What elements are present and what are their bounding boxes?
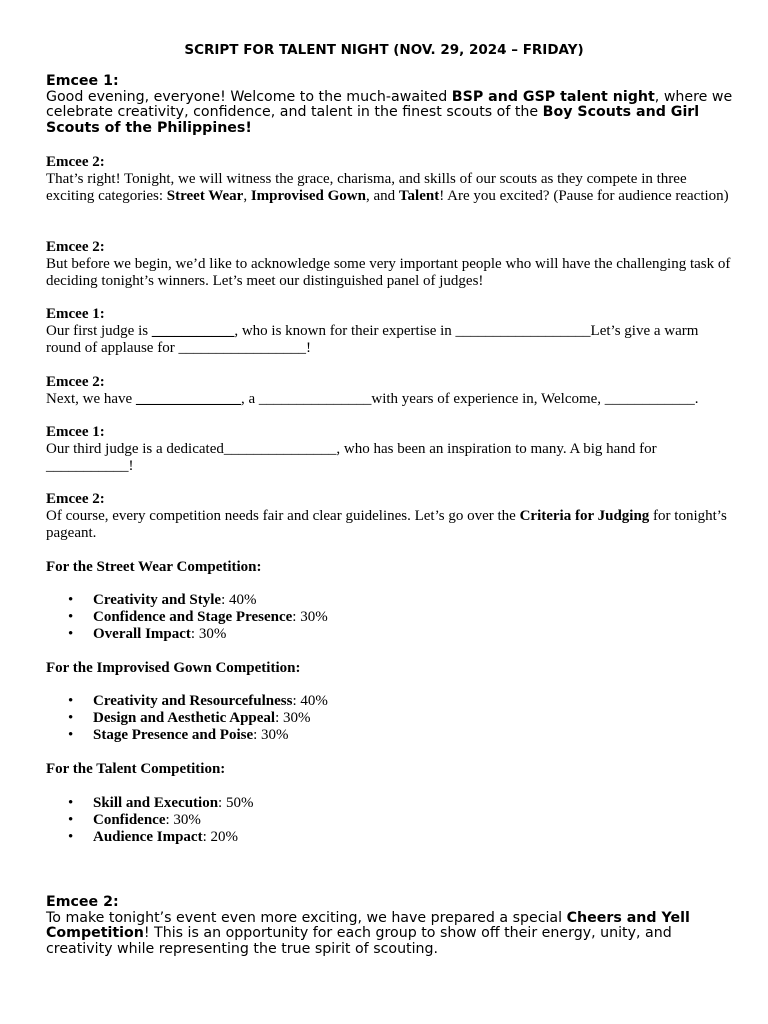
script-bold-text: Talent bbox=[398, 188, 440, 204]
script-text: , who is known for their expertise in __________________Let’s give a warm round of applause for _________________! bbox=[46, 323, 699, 356]
criteria-item bbox=[46, 592, 328, 609]
script-text: Good evening, everyone! Welcome to the much-awaited bbox=[46, 88, 452, 105]
bullet-icon: • bbox=[68, 693, 74, 709]
judge-name-blank: ______________ bbox=[135, 391, 241, 407]
criteria-weight: : 30% bbox=[292, 609, 328, 625]
criteria-item bbox=[46, 609, 328, 626]
criteria-weight: : 30% bbox=[253, 727, 289, 743]
bullet-icon: • bbox=[68, 626, 74, 642]
criteria-item bbox=[46, 710, 328, 727]
speaker-label: Emcee 2: bbox=[46, 894, 119, 910]
script-bold-text: BSP and GSP talent night bbox=[451, 88, 655, 105]
criteria-weight: : 20% bbox=[202, 829, 238, 845]
criteria-name: Creativity and Resourcefulness bbox=[93, 693, 293, 709]
criteria-item bbox=[46, 693, 328, 710]
script-bold-text: Improvised Gown bbox=[250, 188, 366, 204]
bullet-icon: • bbox=[68, 829, 74, 845]
script-text: To make tonight’s event even more exciting, we have prepared a special bbox=[46, 909, 567, 926]
criteria-name: Confidence bbox=[93, 812, 166, 828]
script-text: ! Are you excited? (Pause for audience reaction) bbox=[439, 188, 729, 204]
script-text: , where we celebrate creativity, confidence, and talent in the finest scouts of the bbox=[46, 88, 733, 120]
criteria-name: Stage Presence and Poise bbox=[93, 727, 254, 743]
criteria-weight: : 30% bbox=[275, 710, 311, 726]
criteria-name: Design and Aesthetic Appeal bbox=[93, 710, 276, 726]
criteria-item bbox=[46, 812, 253, 829]
speaker-label: Emcee 2: bbox=[46, 374, 105, 390]
criteria-item bbox=[46, 795, 253, 812]
script-text: That’s right! Tonight, we will witness the grace, charisma, and skills of our scouts as they compete in three exciting categories: bbox=[46, 171, 687, 204]
criteria-weight: : 30% bbox=[165, 812, 201, 828]
script-text: Our third judge is a dedicated_______________, who has been an inspiration to many. A big hand for ___________! bbox=[46, 441, 657, 474]
script-section-3 bbox=[46, 239, 736, 290]
script-text: Our first judge is bbox=[46, 323, 152, 339]
script-text: , and bbox=[365, 188, 399, 204]
script-bold-text: Criteria for Judging bbox=[519, 508, 650, 524]
script-section-8 bbox=[46, 895, 736, 957]
criteria-weight: : 40% bbox=[292, 693, 328, 709]
bullet-icon: • bbox=[68, 727, 74, 743]
script-section-5 bbox=[46, 374, 736, 408]
criteria-heading-street-wear: For the Street Wear Competition: bbox=[46, 559, 262, 575]
speaker-label: Emcee 1: bbox=[46, 424, 105, 440]
document-title: SCRIPT FOR TALENT NIGHT (NOV. 29, 2024 – FRIDAY) bbox=[184, 42, 584, 58]
script-section-1 bbox=[46, 74, 736, 136]
criteria-item bbox=[46, 727, 328, 744]
script-text: for tonight’s pageant. bbox=[46, 508, 727, 541]
bullet-icon: • bbox=[68, 609, 74, 625]
speaker-label: Emcee 2: bbox=[46, 491, 105, 507]
criteria-name: Confidence and Stage Presence bbox=[93, 609, 293, 625]
script-section-7 bbox=[46, 491, 736, 542]
criteria-heading-improvised-gown: For the Improvised Gown Competition: bbox=[46, 660, 301, 676]
bullet-icon: • bbox=[68, 710, 74, 726]
criteria-list-talent bbox=[46, 795, 253, 846]
criteria-list-improvised-gown bbox=[46, 693, 328, 744]
bullet-icon: • bbox=[68, 812, 74, 828]
script-text: , bbox=[243, 188, 251, 204]
script-text: Of course, every competition needs fair and clear guidelines. Let’s go over the bbox=[46, 508, 520, 524]
script-bold-text: Street Wear bbox=[166, 188, 244, 204]
script-section-2 bbox=[46, 154, 736, 205]
criteria-name: Skill and Execution bbox=[93, 795, 219, 811]
script-section-6 bbox=[46, 424, 736, 475]
script-bold-text: Boy Scouts and Girl Scouts of the Philippines! bbox=[46, 104, 700, 136]
criteria-heading-talent: For the Talent Competition: bbox=[46, 761, 226, 777]
criteria-list-street-wear bbox=[46, 592, 328, 643]
speaker-label: Emcee 1: bbox=[46, 306, 105, 322]
script-section-4 bbox=[46, 306, 736, 357]
speaker-label: Emcee 1: bbox=[46, 73, 119, 89]
criteria-item bbox=[46, 829, 253, 846]
judge-name-blank: ___________ bbox=[151, 323, 235, 339]
bullet-icon: • bbox=[68, 592, 74, 608]
criteria-name: Overall Impact bbox=[93, 626, 191, 642]
criteria-weight: : 50% bbox=[218, 795, 254, 811]
criteria-name: Creativity and Style bbox=[93, 592, 222, 608]
script-text: , a _______________with years of experience in, Welcome, ____________. bbox=[240, 391, 699, 407]
criteria-item bbox=[46, 626, 328, 643]
bullet-icon: • bbox=[68, 795, 74, 811]
criteria-weight: : 30% bbox=[190, 626, 227, 642]
criteria-weight: : 40% bbox=[221, 592, 257, 608]
speaker-label: Emcee 2: bbox=[46, 239, 105, 255]
script-text: But before we begin, we’d like to acknowledge some very important people who will have the challenging task of deciding tonight’s winners. Let’s meet our distinguished panel of judges! bbox=[46, 256, 731, 289]
speaker-label: Emcee 2: bbox=[46, 154, 105, 170]
criteria-name: Audience Impact bbox=[93, 829, 203, 845]
script-text: ! This is an opportunity for each group to show off their energy, unity, and creativity while representing the true spirit of scouting. bbox=[46, 925, 672, 957]
script-text: Next, we have bbox=[46, 391, 136, 407]
script-bold-text: Cheers and Yell Competition bbox=[46, 909, 690, 941]
